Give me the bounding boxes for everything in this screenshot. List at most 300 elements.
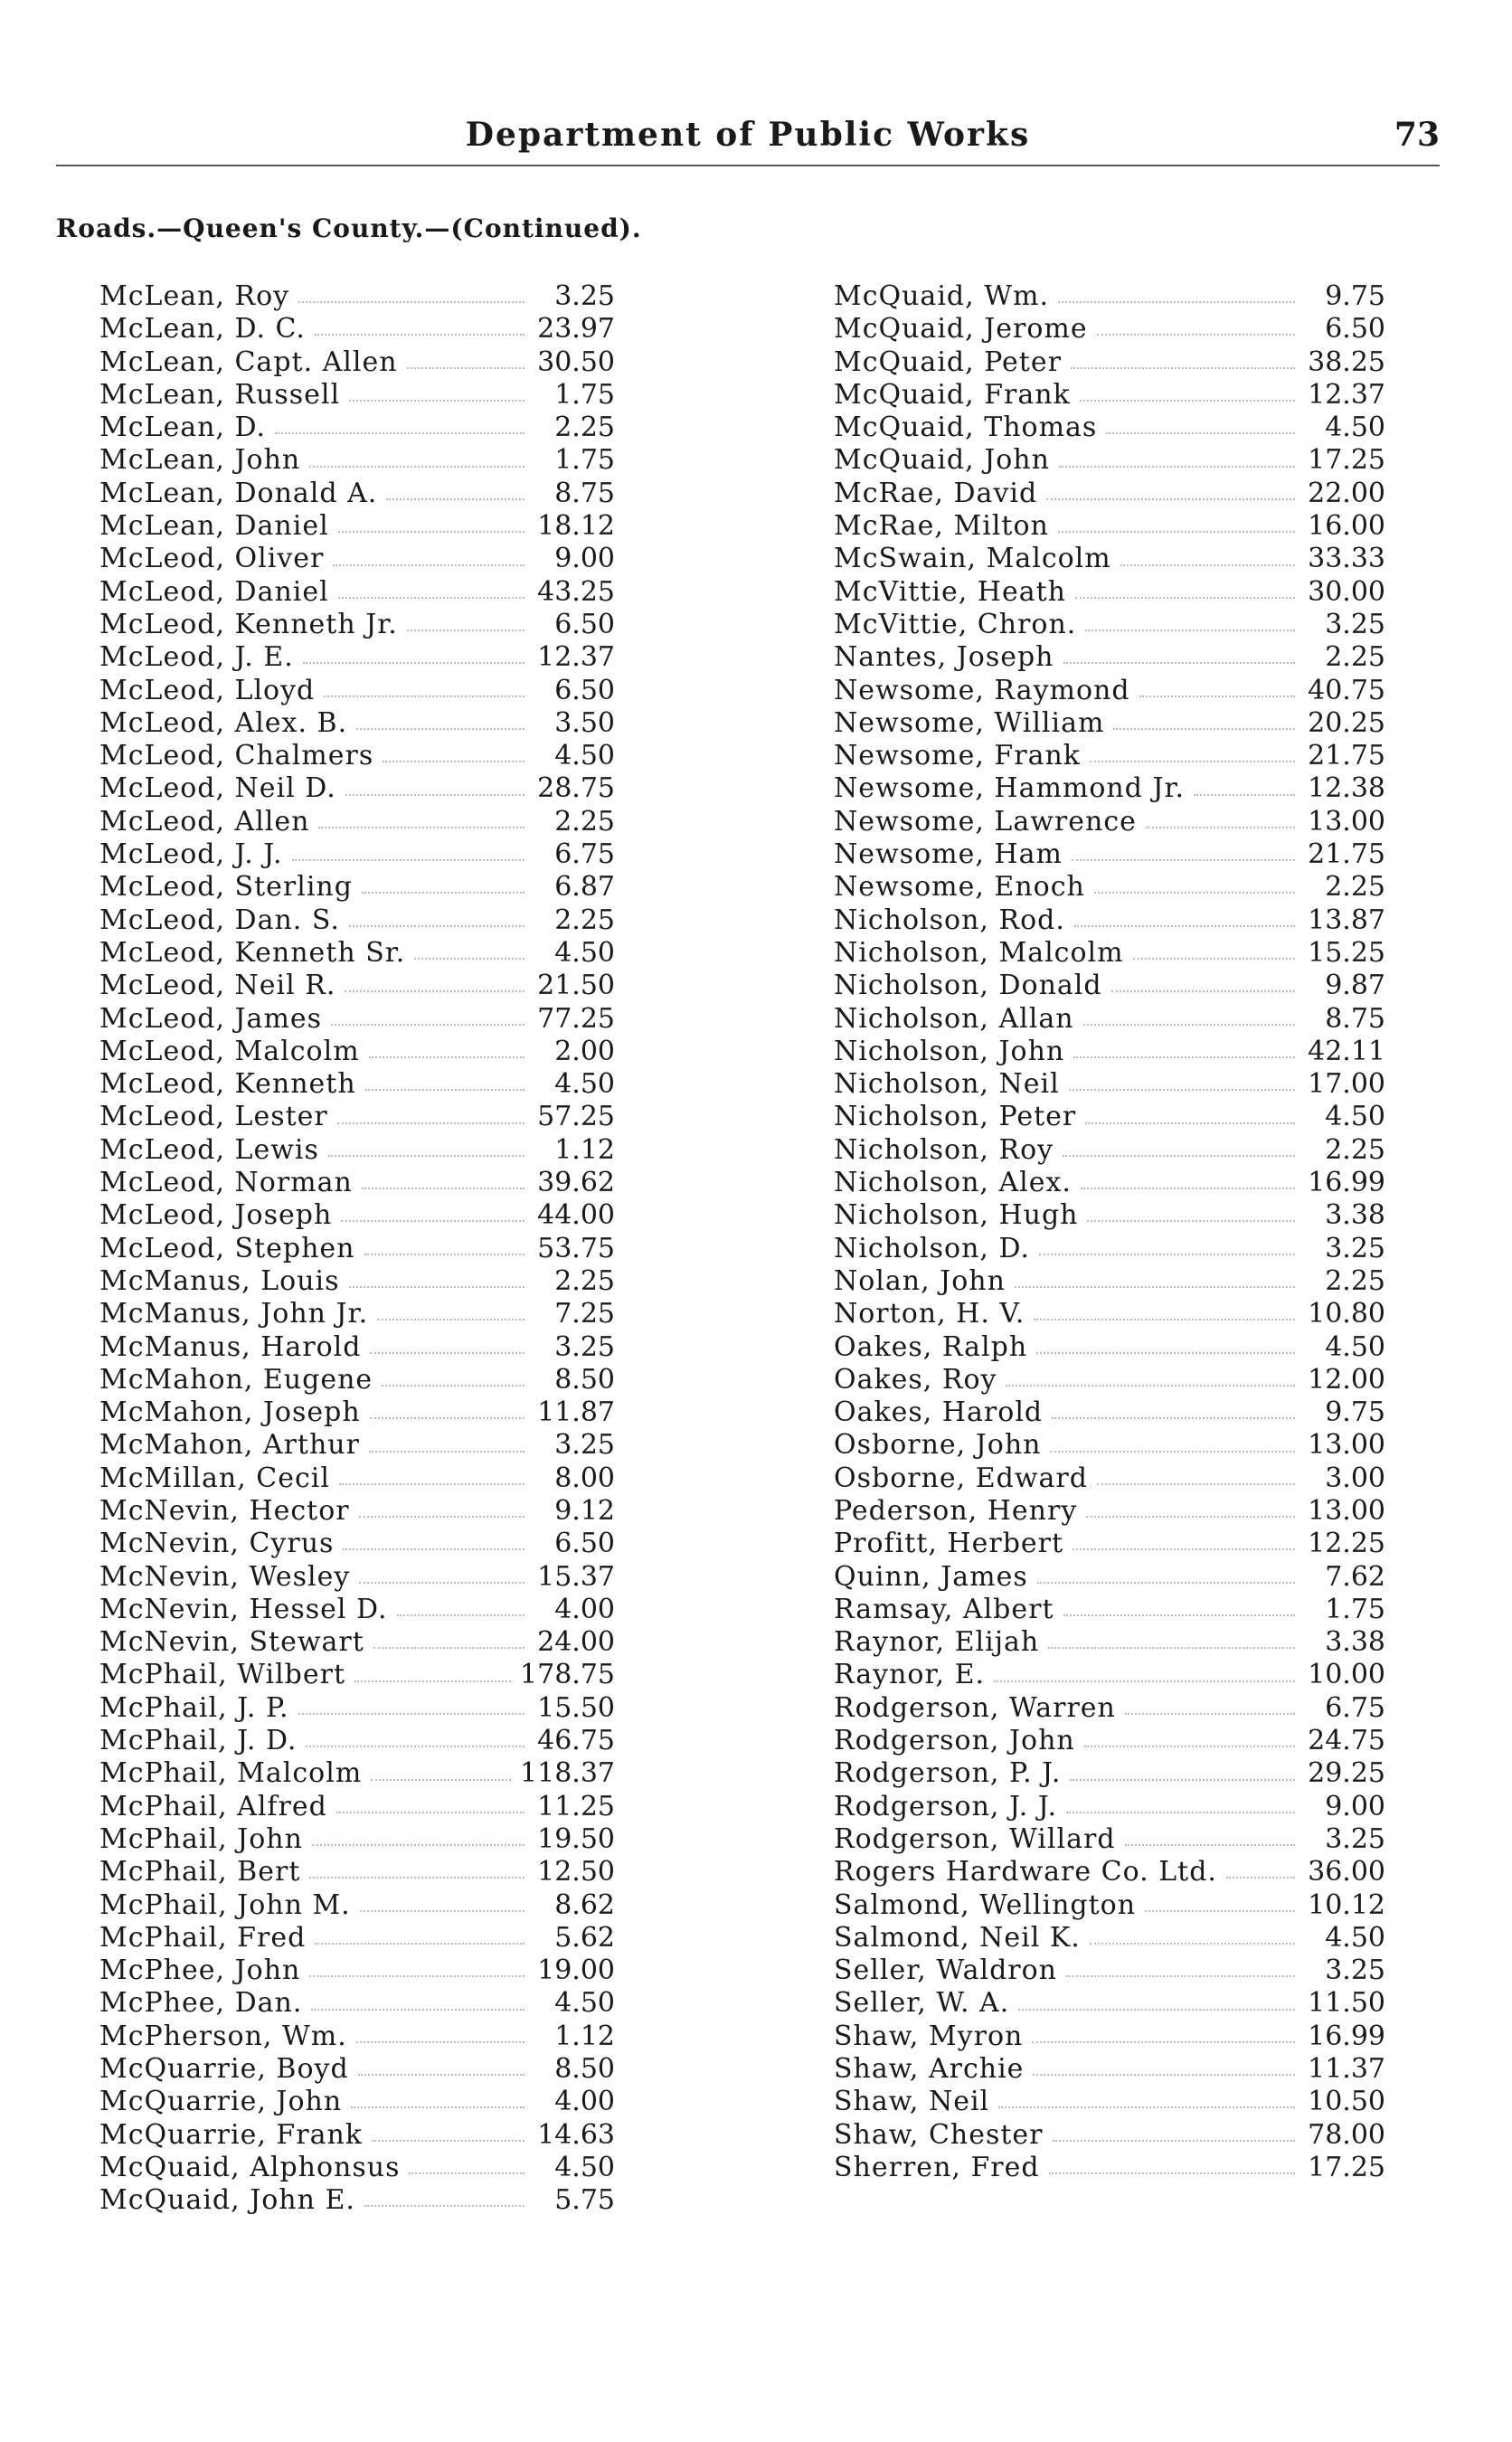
list-item	[99, 707, 615, 740]
list-item	[834, 1265, 1385, 1298]
payee-name: McLean, Russell	[99, 378, 341, 411]
payment-amount: 15.37	[537, 1560, 615, 1593]
list-item	[99, 1298, 615, 1330]
payee-name: McLeod, Oliver	[99, 543, 325, 575]
payment-amount: 9.87	[1325, 970, 1385, 1002]
leader-dots	[998, 2106, 1295, 2108]
payment-amount: 10.00	[1308, 1659, 1385, 1691]
leader-dots	[1052, 1417, 1295, 1419]
payee-name: Nantes, Joseph	[834, 641, 1054, 674]
payment-amount: 1.12	[554, 2020, 615, 2052]
payment-amount: 3.00	[1325, 1462, 1385, 1494]
leader-dots	[1032, 2041, 1295, 2043]
payment-amount: 12.00	[1308, 1363, 1385, 1396]
leader-dots	[1087, 1220, 1295, 1222]
payment-amount: 39.62	[537, 1167, 615, 1199]
payee-name: McLeod, Chalmers	[99, 740, 374, 772]
leader-dots	[370, 1352, 524, 1354]
payment-amount: 8.50	[554, 2053, 615, 2086]
payee-name: McQuaid, Jerome	[834, 313, 1088, 345]
payee-name: McPhail, J. P.	[99, 1691, 289, 1724]
payment-amount: 1.12	[554, 1133, 615, 1166]
list-item	[834, 772, 1385, 805]
list-item	[99, 1429, 615, 1462]
payment-amount: 6.75	[554, 838, 615, 871]
list-item	[834, 1036, 1385, 1068]
list-item	[834, 1528, 1385, 1560]
list-item	[834, 412, 1385, 444]
payee-name: McQuaid, Peter	[834, 345, 1062, 378]
list-item	[99, 2184, 615, 2217]
leader-dots	[349, 925, 524, 927]
payee-name: Newsome, Frank	[834, 740, 1081, 772]
leader-dots	[1006, 1385, 1295, 1387]
list-item	[99, 2021, 615, 2053]
payee-name: McNevin, Hessel D.	[99, 1593, 388, 1625]
payee-name: McNevin, Wesley	[99, 1560, 351, 1593]
payee-name: McLeod, Stephen	[99, 1232, 355, 1264]
list-item	[99, 313, 615, 345]
list-item	[99, 478, 615, 510]
leader-dots	[331, 1024, 524, 1026]
payment-amount: 3.25	[1325, 608, 1385, 640]
leader-dots	[407, 629, 524, 631]
list-item	[99, 444, 615, 477]
payee-name: McLeod, Sterling	[99, 871, 353, 904]
payee-name: McLeod, Lewis	[99, 1133, 319, 1166]
payment-amount: 12.50	[537, 1856, 615, 1888]
list-item	[834, 675, 1385, 707]
list-item	[834, 1626, 1385, 1659]
header-rule	[56, 165, 1440, 166]
payment-amount: 17.25	[1308, 444, 1385, 477]
list-item	[834, 280, 1385, 313]
leader-dots	[1050, 1451, 1295, 1453]
leader-dots	[1145, 1910, 1295, 1912]
leader-dots	[373, 1647, 524, 1649]
payment-amount: 6.50	[1325, 313, 1385, 345]
leader-dots	[994, 1680, 1295, 1682]
payment-amount: 22.00	[1308, 477, 1385, 509]
payee-name: McQuaid, Thomas	[834, 412, 1098, 444]
list-item	[99, 1987, 615, 2020]
payment-amount: 36.00	[1308, 1856, 1385, 1888]
payee-name: McLeod, Lloyd	[99, 674, 316, 706]
payment-amount: 10.12	[1308, 1888, 1385, 1921]
list-item	[99, 937, 615, 970]
leader-dots	[1086, 1516, 1295, 1518]
payee-name: McLeod, Kenneth	[99, 1068, 356, 1101]
payment-amount: 43.25	[537, 575, 615, 608]
payment-amount: 9.12	[554, 1494, 615, 1527]
list-item	[99, 2086, 615, 2118]
leader-dots	[1039, 1254, 1295, 1255]
list-item	[834, 1003, 1385, 1036]
list-item	[99, 904, 615, 937]
payee-name: McNevin, Stewart	[99, 1626, 364, 1659]
list-item	[834, 2021, 1385, 2053]
payment-amount: 21.75	[1308, 838, 1385, 871]
list-item	[99, 1757, 615, 1790]
leader-dots	[343, 1548, 524, 1550]
payee-name: McMahon, Joseph	[99, 1396, 361, 1429]
payment-amount: 3.25	[554, 280, 615, 312]
payment-amount: 3.25	[554, 1429, 615, 1462]
payment-amount: 178.75	[520, 1659, 615, 1691]
payee-name: Rodgerson, Warren	[834, 1691, 1116, 1724]
list-item	[834, 1396, 1385, 1429]
list-item	[834, 444, 1385, 477]
payee-name: Profitt, Herbert	[834, 1528, 1064, 1560]
list-item	[99, 609, 615, 641]
payment-amount: 44.00	[537, 1199, 615, 1232]
payment-amount: 13.00	[1308, 1494, 1385, 1527]
payee-name: McQuaid, John E.	[99, 2184, 355, 2217]
list-item	[99, 1199, 615, 1232]
list-item	[834, 1298, 1385, 1330]
payment-amount: 21.75	[1308, 740, 1385, 772]
leader-dots	[292, 859, 524, 861]
payment-amount: 4.50	[554, 1987, 615, 2020]
right-column	[834, 280, 1385, 2184]
list-item	[834, 838, 1385, 871]
list-item	[834, 2053, 1385, 2086]
payee-name: McLeod, Daniel	[99, 575, 329, 608]
payee-name: McManus, Louis	[99, 1264, 340, 1297]
page-header	[56, 116, 1440, 170]
payee-name: McPhail, Alfred	[99, 1790, 327, 1822]
leader-dots	[312, 1844, 524, 1846]
payment-amount: 4.50	[554, 740, 615, 772]
payee-name: Oakes, Roy	[834, 1363, 997, 1396]
leader-dots	[1069, 1089, 1295, 1091]
payee-name: Pederson, Henry	[834, 1494, 1078, 1527]
leader-dots	[362, 1188, 524, 1189]
payee-name: Newsome, Hammond Jr.	[834, 772, 1186, 805]
leader-dots	[1097, 334, 1295, 336]
payee-name: Newsome, Ham	[834, 838, 1063, 871]
list-item	[834, 2119, 1385, 2152]
list-item	[834, 346, 1385, 379]
leader-dots	[1125, 1713, 1295, 1715]
leader-dots	[1085, 1122, 1295, 1124]
page-number: 73	[1394, 116, 1440, 154]
payment-amount: 3.25	[1325, 1955, 1385, 1987]
list-item	[834, 1692, 1385, 1725]
leader-dots	[336, 1812, 524, 1813]
list-item	[99, 1233, 615, 1265]
list-item	[99, 1856, 615, 1888]
list-item	[834, 1725, 1385, 1757]
list-item	[834, 1922, 1385, 1955]
payee-name: McPhail, John M.	[99, 1888, 351, 1921]
list-item	[99, 1594, 615, 1626]
payment-amount: 10.80	[1308, 1298, 1385, 1330]
list-item	[834, 641, 1385, 674]
leader-dots	[306, 1746, 524, 1747]
payee-name: Newsome, Enoch	[834, 871, 1085, 904]
payment-amount: 2.25	[1325, 1133, 1385, 1166]
payee-name: Newsome, Lawrence	[834, 805, 1137, 838]
payee-name: Nicholson, Allan	[834, 1002, 1074, 1035]
payee-name: McPhail, J. D.	[99, 1725, 298, 1757]
payment-amount: 12.25	[1308, 1528, 1385, 1560]
list-item	[99, 641, 615, 674]
leader-dots	[338, 597, 524, 599]
payment-amount: 13.00	[1308, 805, 1385, 838]
list-item	[99, 838, 615, 871]
list-item	[99, 576, 615, 609]
list-item	[99, 871, 615, 904]
payment-amount: 1.75	[554, 378, 615, 411]
leader-dots	[345, 794, 524, 796]
payee-name: Oakes, Harold	[834, 1396, 1044, 1429]
leader-dots	[333, 564, 524, 566]
leader-dots	[1049, 2172, 1295, 2174]
payment-amount: 16.00	[1308, 510, 1385, 543]
payment-amount: 1.75	[554, 444, 615, 477]
payee-name: McQuaid, Wm.	[834, 280, 1050, 312]
payment-amount: 3.38	[1325, 1199, 1385, 1232]
payment-amount: 3.25	[554, 1330, 615, 1363]
list-item	[99, 1659, 615, 1691]
list-item	[834, 2086, 1385, 2118]
payment-amount: 3.25	[1325, 1232, 1385, 1264]
payee-name: McLean, D. C.	[99, 313, 306, 345]
list-item	[99, 1003, 615, 1036]
payment-amount: 53.75	[537, 1232, 615, 1264]
list-item	[99, 543, 615, 575]
leader-dots	[364, 1254, 525, 1255]
leader-dots	[1033, 2074, 1295, 2076]
list-item	[834, 1955, 1385, 1987]
list-item	[834, 2152, 1385, 2184]
payee-name: McManus, Harold	[99, 1330, 362, 1363]
list-item	[834, 806, 1385, 838]
list-item	[834, 1889, 1385, 1922]
list-item	[834, 1791, 1385, 1823]
leader-dots	[409, 2172, 524, 2174]
payee-name: Nicholson, Neil	[834, 1068, 1060, 1101]
list-item	[834, 543, 1385, 575]
leader-dots	[318, 827, 524, 828]
list-item	[99, 675, 615, 707]
payment-amount: 57.25	[537, 1101, 615, 1133]
payment-amount: 17.00	[1308, 1068, 1385, 1101]
payment-amount: 77.25	[537, 1002, 615, 1035]
list-item	[834, 1233, 1385, 1265]
leader-dots	[1083, 1024, 1295, 1026]
list-item	[834, 1462, 1385, 1495]
payment-amount: 14.63	[537, 2118, 615, 2151]
list-item	[99, 1955, 615, 1987]
leader-dots	[1146, 827, 1295, 828]
payment-amount: 5.75	[554, 2184, 615, 2217]
list-item	[99, 2152, 615, 2184]
list-item	[99, 1725, 615, 1757]
leader-dots	[1139, 696, 1295, 697]
list-item	[99, 1101, 615, 1133]
payee-name: Nicholson, Hugh	[834, 1199, 1079, 1232]
payment-amount: 3.50	[554, 706, 615, 739]
leader-dots	[364, 2205, 524, 2207]
leader-dots	[1048, 1647, 1295, 1649]
leader-dots	[1018, 2009, 1295, 2011]
payee-name: Nicholson, Donald	[834, 970, 1102, 1002]
leader-dots	[414, 958, 524, 960]
leader-dots	[339, 1483, 524, 1485]
list-item	[834, 576, 1385, 609]
payment-amount: 8.62	[554, 1888, 615, 1921]
leader-dots	[356, 2041, 524, 2043]
list-item	[834, 1561, 1385, 1594]
payee-name: McQuarrie, Frank	[99, 2118, 363, 2151]
payee-name: Newsome, William	[834, 706, 1105, 739]
payment-amount: 28.75	[537, 772, 615, 805]
payment-amount: 4.50	[554, 2151, 615, 2183]
list-item	[99, 1889, 615, 1922]
payee-name: McVittie, Heath	[834, 575, 1066, 608]
payee-name: Rodgerson, John	[834, 1725, 1075, 1757]
payment-amount: 2.25	[554, 904, 615, 936]
leader-dots	[351, 2106, 524, 2108]
leader-dots	[1034, 1319, 1295, 1320]
payee-name: McQuaid, John	[834, 444, 1050, 477]
payee-name: Seller, Waldron	[834, 1955, 1058, 1987]
payment-amount: 12.38	[1308, 772, 1385, 805]
payee-name: McPhail, Fred	[99, 1921, 307, 1954]
payee-name: McPhail, Malcolm	[99, 1757, 363, 1790]
list-item	[834, 1823, 1385, 1856]
payment-amount: 2.00	[554, 1035, 615, 1067]
leader-dots	[1066, 1975, 1295, 1977]
list-item	[834, 313, 1385, 345]
list-item	[99, 1626, 615, 1659]
payee-name: McLeod, J. J.	[99, 838, 283, 871]
leader-dots	[337, 1122, 524, 1124]
payee-name: McQuaid, Frank	[834, 378, 1071, 411]
list-item	[834, 871, 1385, 904]
leader-dots	[386, 498, 524, 500]
payee-name: McLean, Daniel	[99, 510, 329, 543]
payee-name: McLeod, Norman	[99, 1167, 353, 1199]
payment-amount: 4.00	[554, 2086, 615, 2118]
leader-dots	[1071, 367, 1295, 369]
payment-amount: 9.00	[554, 543, 615, 575]
list-item	[834, 1101, 1385, 1133]
payee-name: McLeod, Kenneth Sr.	[99, 936, 406, 969]
list-item	[99, 1692, 615, 1725]
payment-amount: 78.00	[1308, 2118, 1385, 2151]
list-item	[99, 1068, 615, 1101]
payee-name: McMillan, Cecil	[99, 1462, 330, 1494]
payment-amount: 8.75	[554, 477, 615, 509]
list-item	[834, 1856, 1385, 1888]
list-item	[99, 970, 615, 1002]
leader-dots	[1111, 990, 1295, 992]
list-item	[99, 1167, 615, 1199]
payment-amount: 24.75	[1308, 1725, 1385, 1757]
page-title: Department of Public Works	[465, 116, 1031, 154]
leader-dots	[407, 367, 524, 369]
payee-name: McNevin, Hector	[99, 1494, 350, 1527]
payee-name: Sherren, Fred	[834, 2151, 1040, 2183]
leader-dots	[382, 1385, 524, 1387]
leader-dots	[1075, 597, 1295, 599]
leader-dots	[349, 1286, 524, 1288]
list-item	[99, 280, 615, 313]
payment-amount: 4.50	[554, 936, 615, 969]
list-item	[834, 609, 1385, 641]
payee-name: McLeod, Neil R.	[99, 970, 336, 1002]
payee-name: Newsome, Raymond	[834, 674, 1130, 706]
payee-name: Nicholson, Peter	[834, 1101, 1077, 1133]
payee-name: Nicholson, Roy	[834, 1133, 1054, 1166]
leader-dots	[365, 1089, 524, 1091]
payment-amount: 8.50	[554, 1363, 615, 1396]
list-item	[99, 1331, 615, 1364]
payee-name: Seller, W. A.	[834, 1987, 1010, 2020]
payee-name: Nicholson, Alex.	[834, 1167, 1072, 1199]
payee-name: McLean, D.	[99, 412, 266, 444]
leader-dots	[360, 1910, 524, 1912]
payment-amount: 11.37	[1308, 2053, 1385, 2086]
payment-amount: 16.99	[1308, 2020, 1385, 2052]
payee-name: McPhee, John	[99, 1955, 301, 1987]
list-item	[834, 937, 1385, 970]
leader-dots	[1059, 466, 1295, 468]
payment-amount: 5.62	[554, 1921, 615, 1954]
list-item	[834, 1199, 1385, 1232]
payment-amount: 4.50	[1325, 1101, 1385, 1133]
leader-dots	[315, 334, 524, 336]
leader-dots	[324, 696, 524, 697]
payee-name: McLeod, Lester	[99, 1101, 328, 1133]
payee-name: Shaw, Neil	[834, 2086, 990, 2118]
leader-dots	[1053, 2140, 1295, 2142]
leader-dots	[298, 301, 524, 303]
payment-amount: 2.25	[1325, 1264, 1385, 1297]
payee-name: McLean, Donald A.	[99, 477, 378, 509]
payment-amount: 17.25	[1308, 2151, 1385, 2183]
list-item	[99, 1528, 615, 1560]
list-item	[99, 806, 615, 838]
payment-amount: 38.25	[1308, 345, 1385, 378]
leader-dots	[370, 1417, 524, 1419]
leader-dots	[362, 892, 524, 894]
leader-dots	[275, 432, 524, 434]
payment-amount: 4.50	[1325, 1921, 1385, 1954]
payee-name: McQuaid, Alphonsus	[99, 2151, 401, 2183]
list-item	[99, 412, 615, 444]
payment-amount: 19.00	[537, 1955, 615, 1987]
payment-amount: 8.00	[554, 1462, 615, 1494]
payee-name: McPhail, John	[99, 1822, 303, 1855]
leader-dots	[1085, 629, 1295, 631]
list-item	[834, 379, 1385, 412]
leader-dots	[1090, 1943, 1295, 1945]
leader-dots	[369, 1451, 524, 1453]
payee-name: McLeod, James	[99, 1002, 323, 1035]
leader-dots	[349, 400, 524, 402]
list-item	[834, 970, 1385, 1002]
list-item	[99, 1922, 615, 1955]
payment-amount: 11.87	[537, 1396, 615, 1429]
leader-dots	[309, 1975, 524, 1977]
leader-dots	[1063, 1614, 1295, 1616]
payee-name: McMahon, Eugene	[99, 1363, 373, 1396]
list-item	[834, 1331, 1385, 1364]
